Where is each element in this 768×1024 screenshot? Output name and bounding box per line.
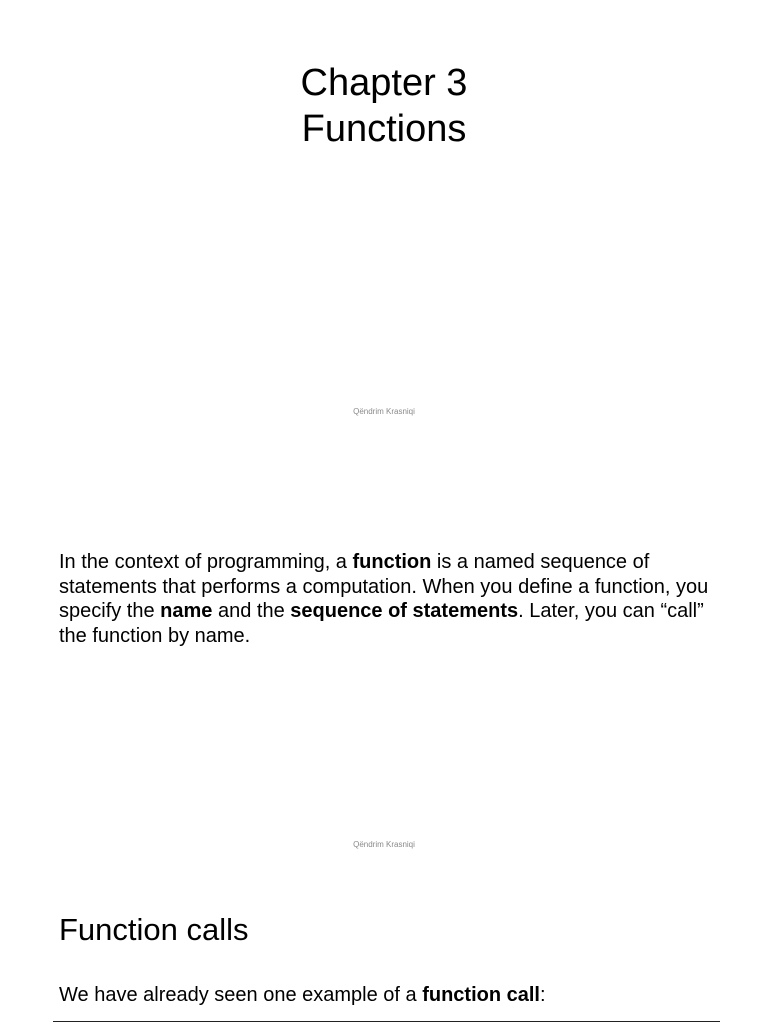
- function-call-intro: [59, 983, 546, 1007]
- bold-term-function-call: function call: [422, 984, 540, 1006]
- text-run: is a named sequence of statements that performs a computation. When you define a function, you specify the: [59, 551, 709, 622]
- text-run: . Later, you can “call” the function by name.: [59, 600, 704, 647]
- text-run: and the: [212, 600, 291, 622]
- chapter-name: Functions: [301, 108, 467, 150]
- bold-term-function: function: [352, 551, 432, 573]
- text-run: :: [540, 984, 546, 1006]
- slide-footer-author: Qëndrim Krasniqi: [353, 840, 415, 849]
- function-definition-paragraph: [59, 550, 719, 648]
- chapter-title: [0, 60, 768, 152]
- text-run: We have already seen one example of a: [59, 984, 423, 1006]
- bold-term-sequence: sequence of statements: [290, 600, 519, 622]
- code-box-top-border: [53, 1021, 720, 1022]
- slide-footer-author: Qëndrim Krasniqi: [353, 407, 415, 416]
- bold-term-name: name: [160, 600, 213, 622]
- section-heading: Function calls: [59, 912, 249, 947]
- text-run: In the context of programming, a: [59, 551, 353, 573]
- chapter-number: Chapter 3: [300, 62, 468, 104]
